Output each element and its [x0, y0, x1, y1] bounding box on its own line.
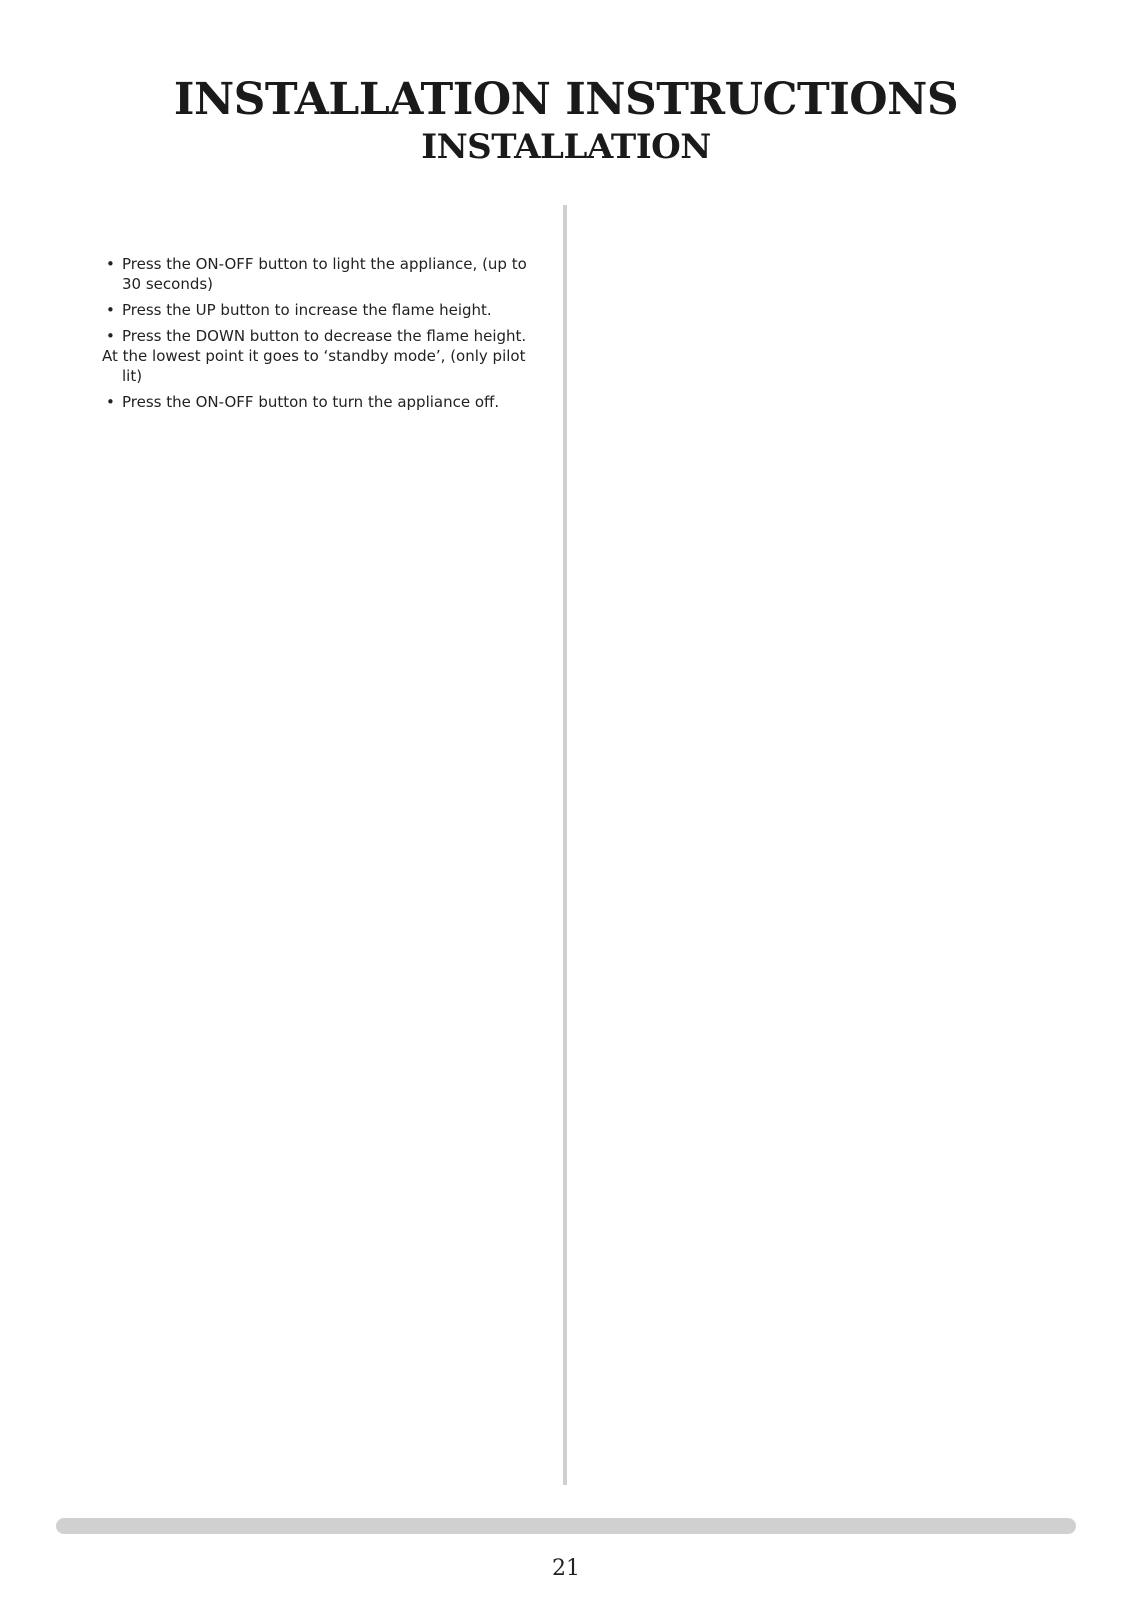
list-item-continuation: lit) [122, 367, 143, 385]
bullet-icon: • [106, 301, 115, 319]
bullet-icon: • [106, 393, 115, 411]
list-item-text: Press the UP button to increase the flame height. [122, 301, 492, 319]
list-item [102, 392, 542, 412]
page-title: INSTALLATION INSTRUCTIONS [173, 74, 959, 125]
instruction-list [102, 254, 542, 418]
column-divider [563, 205, 567, 1485]
page-number: 21 [552, 1556, 580, 1581]
section-title: INSTALLATION [421, 127, 711, 167]
list-item [102, 300, 542, 320]
list-item-text: Press the DOWN button to decrease the flame height. At the lowest point it goes to ‘standby mode’, (only pilot [102, 327, 527, 365]
list-item-text: Press the ON-OFF button to turn the appliance off. [122, 393, 500, 411]
bullet-icon: • [106, 255, 115, 273]
list-item [102, 326, 542, 386]
footer-rule [56, 1518, 1076, 1534]
list-item [102, 254, 542, 294]
bullet-icon: • [106, 327, 115, 345]
list-item-text: Press the ON-OFF button to light the appliance, (up to 30 seconds) [122, 255, 527, 293]
